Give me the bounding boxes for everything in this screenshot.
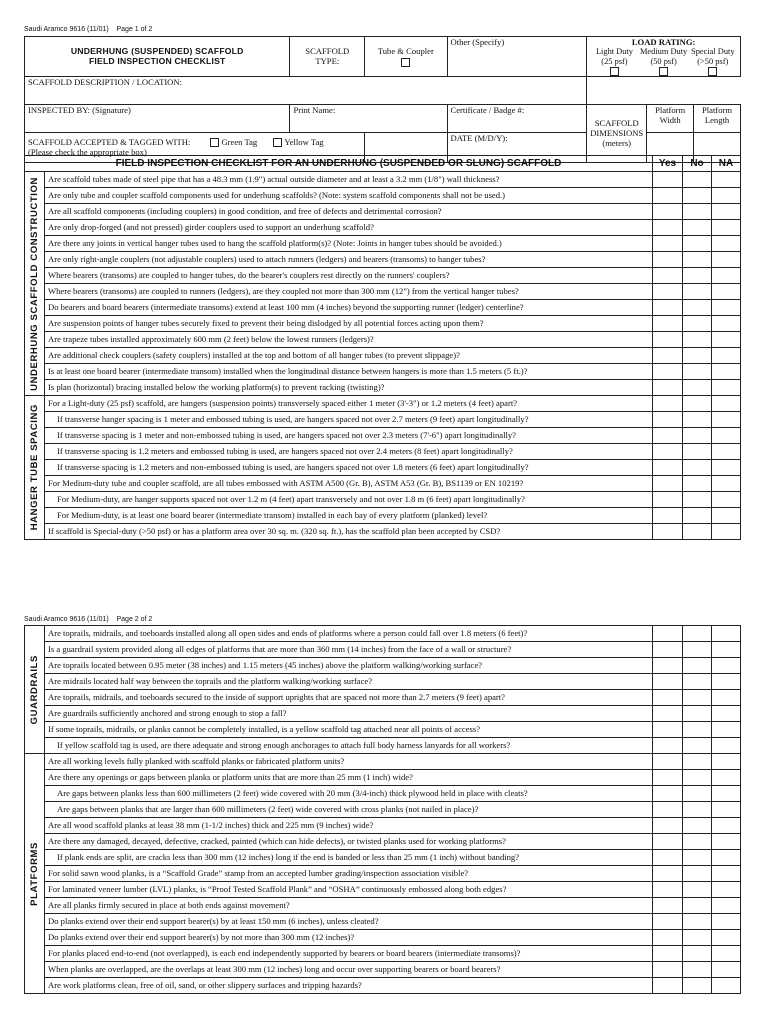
answer-no-cell[interactable] <box>683 722 712 738</box>
question-row <box>25 188 741 204</box>
answer-no-cell[interactable] <box>683 642 712 658</box>
answer-na-cell[interactable] <box>712 722 741 738</box>
scaffold-dimensions-label: SCAFFOLD DIMENSIONS (meters) <box>587 104 647 162</box>
answer-no-cell[interactable] <box>683 658 712 674</box>
answer-na-cell[interactable] <box>712 172 741 188</box>
answer-no-cell[interactable] <box>683 770 712 786</box>
answer-na-cell[interactable] <box>712 834 741 850</box>
answer-na-cell[interactable] <box>712 738 741 754</box>
question-text: If scaffold is Special-duty (>50 psf) or has a platform area over 30 sq. m. (320 sq. ft.), has the scaffold plan been accepted by CSD? <box>45 524 653 540</box>
question-text: Is a guardrail system provided along all edges of platforms that are more than 360 mm (14 inches) from the face of a wall or structure? <box>45 642 653 658</box>
page-label: Page 2 of 2 <box>116 616 153 623</box>
answer-na-cell[interactable] <box>712 236 741 252</box>
question-row <box>25 412 741 428</box>
answer-yes-cell[interactable] <box>653 252 683 268</box>
question-text: Where bearers (transoms) are coupled to runners (ledgers), are they coupled not more than 300 mm (12") from the vertical hanger tubes? <box>45 284 653 300</box>
answer-yes-cell[interactable] <box>653 626 683 642</box>
answer-yes-cell[interactable] <box>653 508 683 524</box>
answer-na-cell[interactable] <box>712 316 741 332</box>
green-tag-option[interactable]: Green Tag <box>208 137 257 147</box>
question-text: Are toprails, midrails, and toeboards installed along all open sides and ends of platforms where a person could fall over 1.8 meters (6 feet)? <box>45 626 653 642</box>
question-row <box>25 348 741 364</box>
question-row <box>25 508 741 524</box>
accepted-tagged-with: SCAFFOLD ACCEPTED & TAGGED WITH: Green Tag Yellow Tag (Please check the appropriate box) <box>25 132 365 162</box>
light-duty-checkbox[interactable] <box>610 67 619 76</box>
answer-no-cell[interactable] <box>683 690 712 706</box>
question-text: Are only tube and coupler scaffold components used for underhung scaffolds? (Note: system scaffold components shall not be used.) <box>45 188 653 204</box>
question-row <box>25 658 741 674</box>
yellow-tag-option[interactable]: Yellow Tag <box>271 137 323 147</box>
answer-na-cell[interactable] <box>712 476 741 492</box>
section-label-text: UNDERHUNG SCAFFOLD CONSTRUCTION <box>29 176 40 391</box>
question-text: Where bearers (transoms) are coupled to hanger tubes, do the bearer's couplers rest directly on the runners' couplers? <box>45 268 653 284</box>
section-label-text: PLATFORMS <box>29 841 40 906</box>
answer-yes-cell[interactable] <box>653 866 683 882</box>
question-text: Are only right-angle couplers (not adjustable couplers) used to attach runners (ledgers) and bearers (transoms) to hanger tubes? <box>45 252 653 268</box>
answer-yes-cell[interactable] <box>653 364 683 380</box>
other-specify-field[interactable]: Other (Specify) <box>447 37 587 77</box>
answer-na-cell[interactable] <box>712 412 741 428</box>
answer-no-cell[interactable] <box>683 738 712 754</box>
question-row <box>25 460 741 476</box>
medium-duty-option[interactable]: Medium Duty (50 psf) <box>639 47 687 76</box>
question-text: Are there any damaged, decayed, defective, cracked, painted (which can hide defects), or twisted planks used for working platforms? <box>45 834 653 850</box>
checklist-title: FIELD INSPECTION CHECKLIST FOR AN UNDERHUNG (SUSPENDED OR SLUNG) SCAFFOLD <box>25 156 653 172</box>
question-text: If transverse spacing is 1.2 meters and embossed tubing is used, are hangers spaced not over 2.4 meters (8 feet) apart longitudinally? <box>45 444 653 460</box>
answer-no-cell[interactable] <box>683 220 712 236</box>
checklist-table-page2 <box>24 625 741 994</box>
question-text: Do planks extend over their end support bearer(s) by not more than 300 mm (12 inches)? <box>45 930 653 946</box>
green-tag-checkbox[interactable] <box>210 138 219 147</box>
answer-yes-cell[interactable] <box>653 834 683 850</box>
answer-yes-cell[interactable] <box>653 380 683 396</box>
question-row <box>25 364 741 380</box>
answer-na-cell[interactable] <box>712 978 741 994</box>
print-name-field[interactable]: Print Name: <box>290 104 447 132</box>
question-row <box>25 962 741 978</box>
answer-na-cell[interactable] <box>712 674 741 690</box>
question-text: If transverse spacing is 1 meter and non-embossed tubing is used, are hangers spaced not over 2.3 meters (7'-6") apart longitudinally? <box>45 428 653 444</box>
form-number: Saudi Aramco 9616 (11/01) <box>24 26 109 33</box>
question-row <box>25 284 741 300</box>
answer-yes-cell[interactable] <box>653 332 683 348</box>
answer-na-cell[interactable] <box>712 524 741 540</box>
question-row <box>25 380 741 396</box>
answer-yes-cell[interactable] <box>653 962 683 978</box>
answer-yes-cell[interactable] <box>653 412 683 428</box>
platform-length-label: Platform Length <box>694 104 741 132</box>
question-text: For planks placed end-to-end (not overlapped), is each end independently supported by bearers or board bearers (intermediate transoms)? <box>45 946 653 962</box>
answer-yes-cell[interactable] <box>653 738 683 754</box>
answer-na-cell[interactable] <box>712 818 741 834</box>
question-text: Are all working levels fully planked with scaffold planks or fabricated platform units? <box>45 754 653 770</box>
question-text: When planks are overlapped, are the overlaps at least 300 mm (12 inches) long and occur over supporting bearers or board bearers? <box>45 962 653 978</box>
answer-yes-cell[interactable] <box>653 882 683 898</box>
answer-no-cell[interactable] <box>683 332 712 348</box>
col-yes-header: Yes <box>653 156 683 172</box>
answer-no-cell[interactable] <box>683 508 712 524</box>
answer-no-cell[interactable] <box>683 476 712 492</box>
answer-no-cell[interactable] <box>683 236 712 252</box>
question-row <box>25 770 741 786</box>
load-rating: LOAD RATING: Light Duty (25 psf) Medium Duty (50 psf) Special Duty (>50 psf) <box>587 37 741 77</box>
answer-na-cell[interactable] <box>712 204 741 220</box>
answer-na-cell[interactable] <box>712 626 741 642</box>
answer-yes-cell[interactable] <box>653 172 683 188</box>
question-text: If yellow scaffold tag is used, are there adequate and strong enough anchorages to attach full body harness lanyards for all workers? <box>45 738 653 754</box>
answer-na-cell[interactable] <box>712 380 741 396</box>
question-row <box>25 850 741 866</box>
answer-no-cell[interactable] <box>683 428 712 444</box>
question-row <box>25 706 741 722</box>
answer-yes-cell[interactable] <box>653 978 683 994</box>
answer-no-cell[interactable] <box>683 380 712 396</box>
question-text: If transverse spacing is 1.2 meters and non-embossed tubing is used, are hangers spaced not over 1.8 meters (6 feet) apart longitudinally? <box>45 460 653 476</box>
answer-yes-cell[interactable] <box>653 476 683 492</box>
answer-no-cell[interactable] <box>683 834 712 850</box>
question-text: If some toprails, midrails, or planks cannot be completely installed, is a yellow scaffold tag attached near all points of access? <box>45 722 653 738</box>
col-na-header: NA <box>712 156 741 172</box>
answer-na-cell[interactable] <box>712 252 741 268</box>
answer-no-cell[interactable] <box>683 754 712 770</box>
answer-yes-cell[interactable] <box>653 690 683 706</box>
answer-na-cell[interactable] <box>712 428 741 444</box>
question-row <box>25 444 741 460</box>
question-text: Are midrails located half way between the toprails and the platform walking/working surface? <box>45 674 653 690</box>
answer-na-cell[interactable] <box>712 188 741 204</box>
answer-na-cell[interactable] <box>712 946 741 962</box>
answer-na-cell[interactable] <box>712 706 741 722</box>
question-text: Are suspension points of hanger tubes securely fixed to prevent their being dislodged by all potential forces acting upon them? <box>45 316 653 332</box>
question-row <box>25 898 741 914</box>
answer-yes-cell[interactable] <box>653 706 683 722</box>
section-label <box>25 396 45 540</box>
question-row <box>25 946 741 962</box>
answer-no-cell[interactable] <box>683 524 712 540</box>
question-text: Are guardrails sufficiently anchored and strong enough to stop a fall? <box>45 706 653 722</box>
answer-yes-cell[interactable] <box>653 898 683 914</box>
answer-na-cell[interactable] <box>712 786 741 802</box>
question-row <box>25 204 741 220</box>
question-text: Are there any joints in vertical hanger tubes used to hang the scaffold platform(s)? (Note: Joints in hanger tubes should be avoided.) <box>45 236 653 252</box>
answer-yes-cell[interactable] <box>653 802 683 818</box>
question-row <box>25 492 741 508</box>
question-row <box>25 252 741 268</box>
answer-na-cell[interactable] <box>712 300 741 316</box>
special-duty-option[interactable]: Special Duty (>50 psf) <box>689 47 737 76</box>
question-row <box>25 834 741 850</box>
answer-no-cell[interactable] <box>683 946 712 962</box>
answer-no-cell[interactable] <box>683 172 712 188</box>
question-text: Are toprails located between 0.95 meter (38 inches) and 1.15 meters (45 inches) above the platform walking/working surface? <box>45 658 653 674</box>
question-row <box>25 722 741 738</box>
question-text: If transverse hanger spacing is 1 meter and embossed tubing is used, are hangers spaced not over 2.7 meters (9 feet) apart longitudinally? <box>45 412 653 428</box>
answer-na-cell[interactable] <box>712 658 741 674</box>
question-text: Are all wood scaffold planks at least 38 mm (1-1/2 inches) thick and 225 mm (9 inches) wide? <box>45 818 653 834</box>
answer-yes-cell[interactable] <box>653 316 683 332</box>
special-duty-checkbox[interactable] <box>708 67 717 76</box>
question-row <box>25 476 741 492</box>
description-location-field[interactable]: SCAFFOLD DESCRIPTION / LOCATION: <box>25 76 587 104</box>
checklist-table-page1 <box>24 155 741 540</box>
section-label-text: GUARDRAILS <box>29 654 40 725</box>
answer-yes-cell[interactable] <box>653 204 683 220</box>
answer-na-cell[interactable] <box>712 492 741 508</box>
question-row <box>25 786 741 802</box>
answer-yes-cell[interactable] <box>653 722 683 738</box>
answer-no-cell[interactable] <box>683 364 712 380</box>
date-field[interactable]: DATE (M/D/Y): <box>447 132 587 162</box>
answer-no-cell[interactable] <box>683 866 712 882</box>
question-text: Do planks extend over their end support bearer(s) by at least 150 mm (6 inches), unless cleated? <box>45 914 653 930</box>
answer-yes-cell[interactable] <box>653 236 683 252</box>
section-construction <box>25 172 741 396</box>
answer-yes-cell[interactable] <box>653 642 683 658</box>
question-text: Are all planks firmly secured in place at both ends against movement? <box>45 898 653 914</box>
answer-no-cell[interactable] <box>683 882 712 898</box>
scaffold-type-label: SCAFFOLD TYPE: <box>290 37 365 77</box>
answer-no-cell[interactable] <box>683 818 712 834</box>
form-title: UNDERHUNG (SUSPENDED) SCAFFOLD FIELD INSPECTION CHECKLIST <box>25 37 290 77</box>
answer-no-cell[interactable] <box>683 962 712 978</box>
answer-na-cell[interactable] <box>712 754 741 770</box>
question-row <box>25 316 741 332</box>
answer-no-cell[interactable] <box>683 460 712 476</box>
answer-no-cell[interactable] <box>683 284 712 300</box>
answer-no-cell[interactable] <box>683 188 712 204</box>
answer-na-cell[interactable] <box>712 850 741 866</box>
question-text: Are gaps between planks that are larger than 600 millimeters (2 feet) wide covered with cross planks (not nailed in place)? <box>45 802 653 818</box>
answer-yes-cell[interactable] <box>653 914 683 930</box>
answer-yes-cell[interactable] <box>653 930 683 946</box>
answer-na-cell[interactable] <box>712 642 741 658</box>
answer-no-cell[interactable] <box>683 444 712 460</box>
answer-yes-cell[interactable] <box>653 850 683 866</box>
answer-na-cell[interactable] <box>712 770 741 786</box>
question-row <box>25 428 741 444</box>
answer-no-cell[interactable] <box>683 268 712 284</box>
answer-no-cell[interactable] <box>683 914 712 930</box>
form-reference-p1 <box>24 26 152 33</box>
answer-yes-cell[interactable] <box>653 658 683 674</box>
yellow-tag-checkbox[interactable] <box>273 138 282 147</box>
form-number: Saudi Aramco 9616 (11/01) <box>24 616 109 623</box>
question-row <box>25 524 741 540</box>
question-row <box>25 300 741 316</box>
question-row <box>25 930 741 946</box>
answer-na-cell[interactable] <box>712 284 741 300</box>
answer-yes-cell[interactable] <box>653 300 683 316</box>
answer-no-cell[interactable] <box>683 930 712 946</box>
answer-na-cell[interactable] <box>712 898 741 914</box>
question-text: Are scaffold tubes made of steel pipe that has a 48.3 mm (1.9") actual outside diameter and at least a 3.2 mm (1/8") wall thickness? <box>45 172 653 188</box>
question-text: Are all scaffold components (including couplers) in good condition, and free of defects and detrimental corrosion? <box>45 204 653 220</box>
question-text: Are toprails, midrails, and toeboards secured to the inside of support uprights that are spaced not more than 2.7 meters (9 feet) apart? <box>45 690 653 706</box>
answer-yes-cell[interactable] <box>653 818 683 834</box>
question-row <box>25 866 741 882</box>
answer-yes-cell[interactable] <box>653 220 683 236</box>
question-row <box>25 220 741 236</box>
light-duty-option[interactable]: Light Duty (25 psf) <box>590 47 638 76</box>
section-label <box>25 172 45 396</box>
answer-yes-cell[interactable] <box>653 348 683 364</box>
answer-yes-cell[interactable] <box>653 946 683 962</box>
answer-na-cell[interactable] <box>712 508 741 524</box>
answer-na-cell[interactable] <box>712 962 741 978</box>
section-label-text: HANGER TUBE SPACING <box>29 404 40 531</box>
answer-yes-cell[interactable] <box>653 188 683 204</box>
question-text: Are gaps between planks less than 600 millimeters (2 feet) wide covered with 20 mm (3/4-inch) thick plywood held in place with cleats? <box>45 786 653 802</box>
answer-yes-cell[interactable] <box>653 524 683 540</box>
answer-no-cell[interactable] <box>683 978 712 994</box>
question-text: If plank ends are split, are cracks less than 300 mm (12 inches) long if the end is banded or less than 25 mm (1 inch) without banding? <box>45 850 653 866</box>
answer-yes-cell[interactable] <box>653 284 683 300</box>
question-row <box>25 332 741 348</box>
answer-yes-cell[interactable] <box>653 754 683 770</box>
answer-no-cell[interactable] <box>683 396 712 412</box>
question-text: Do bearers and board bearers (intermediate transoms) extend at least 100 mm (4 inches) beyond the supporting runner (ledger) centerline? <box>45 300 653 316</box>
answer-na-cell[interactable] <box>712 220 741 236</box>
answer-yes-cell[interactable] <box>653 428 683 444</box>
question-row <box>25 396 741 412</box>
question-text: For Medium-duty tube and coupler scaffold, are all tubes embossed with ASTM A500 (Gr. B), ASTM A53 (Gr. B), BS1139 or EN 10219? <box>45 476 653 492</box>
answer-na-cell[interactable] <box>712 396 741 412</box>
answer-no-cell[interactable] <box>683 706 712 722</box>
question-text: Is at least one board bearer (intermediate transom) installed when the longitudinal distance between hangers is more than 1.5 meters (5 ft.)? <box>45 364 653 380</box>
question-row <box>25 690 741 706</box>
answer-yes-cell[interactable] <box>653 268 683 284</box>
answer-no-cell[interactable] <box>683 300 712 316</box>
answer-no-cell[interactable] <box>683 674 712 690</box>
question-row <box>25 914 741 930</box>
answer-yes-cell[interactable] <box>653 786 683 802</box>
question-row <box>25 818 741 834</box>
question-row <box>25 236 741 252</box>
question-text: For a Light-duty (25 psf) scaffold, are hangers (suspension points) transversely spaced either 1 meter (3'-3") or 1.2 meters (4 feet) apart? <box>45 396 653 412</box>
answer-yes-cell[interactable] <box>653 460 683 476</box>
answer-na-cell[interactable] <box>712 444 741 460</box>
answer-na-cell[interactable] <box>712 348 741 364</box>
answer-yes-cell[interactable] <box>653 444 683 460</box>
platform-width-label: Platform Width <box>647 104 694 132</box>
question-row <box>25 882 741 898</box>
question-text: Are there any openings or gaps between planks or platform units that are more than 25 mm (1 inch) wide? <box>45 770 653 786</box>
answer-no-cell[interactable] <box>683 204 712 220</box>
col-no-header: No <box>683 156 712 172</box>
answer-yes-cell[interactable] <box>653 396 683 412</box>
answer-yes-cell[interactable] <box>653 770 683 786</box>
answer-na-cell[interactable] <box>712 930 741 946</box>
answer-yes-cell[interactable] <box>653 674 683 690</box>
question-text: Are work platforms clean, free of oil, sand, or other slippery surfaces and tripping hazards? <box>45 978 653 994</box>
answer-no-cell[interactable] <box>683 898 712 914</box>
question-text: Are additional check couplers (safety couplers) installed at the top and bottom of all hanger tubes (to prevent slippage)? <box>45 348 653 364</box>
question-row <box>25 738 741 754</box>
question-row <box>25 626 741 642</box>
section-label <box>25 626 45 754</box>
section-label <box>25 754 45 994</box>
inspected-by-field[interactable]: INSPECTED BY: (Signature) <box>25 104 290 132</box>
answer-na-cell[interactable] <box>712 882 741 898</box>
answer-na-cell[interactable] <box>712 690 741 706</box>
answer-no-cell[interactable] <box>683 316 712 332</box>
header-table <box>24 36 741 163</box>
answer-no-cell[interactable] <box>683 492 712 508</box>
answer-na-cell[interactable] <box>712 332 741 348</box>
answer-na-cell[interactable] <box>712 364 741 380</box>
question-row <box>25 172 741 188</box>
question-text: Are only drop-forged (and not pressed) girder couplers used to support an underhung scaffold? <box>45 220 653 236</box>
question-text: Is plan (horizontal) bracing installed below the working platform(s) to prevent racking (twisting)? <box>45 380 653 396</box>
tube-coupler-checkbox[interactable] <box>401 58 410 67</box>
answer-no-cell[interactable] <box>683 802 712 818</box>
medium-duty-checkbox[interactable] <box>659 67 668 76</box>
answer-na-cell[interactable] <box>712 802 741 818</box>
question-row <box>25 754 741 770</box>
answer-yes-cell[interactable] <box>653 492 683 508</box>
certificate-badge-field[interactable]: Certificate / Badge #: <box>447 104 587 132</box>
form-reference-p2 <box>24 616 152 623</box>
answer-na-cell[interactable] <box>712 268 741 284</box>
question-text: For solid sawn wood planks, is a “Scaffold Grade” stamp from an accepted lumber grading/inspection association visible? <box>45 866 653 882</box>
question-row <box>25 674 741 690</box>
question-text: Are trapeze tubes installed approximately 600 mm (2 feet) below the lowest runners (ledgers)? <box>45 332 653 348</box>
section-guardrails <box>25 626 741 754</box>
question-row <box>25 978 741 994</box>
section-hanger-spacing <box>25 396 741 540</box>
page-label: Page 1 of 2 <box>116 26 153 33</box>
tube-coupler-option[interactable]: Tube & Coupler <box>365 37 447 77</box>
answer-no-cell[interactable] <box>683 850 712 866</box>
answer-no-cell[interactable] <box>683 626 712 642</box>
answer-no-cell[interactable] <box>683 412 712 428</box>
answer-no-cell[interactable] <box>683 252 712 268</box>
question-row <box>25 802 741 818</box>
answer-na-cell[interactable] <box>712 914 741 930</box>
question-row <box>25 268 741 284</box>
answer-na-cell[interactable] <box>712 866 741 882</box>
question-row <box>25 642 741 658</box>
answer-no-cell[interactable] <box>683 786 712 802</box>
question-text: For Medium-duty, are hanger supports spaced not over 1.2 m (4 feet) apart transversely and not over 1.8 m (6 feet) apart longitudinally? <box>45 492 653 508</box>
answer-na-cell[interactable] <box>712 460 741 476</box>
section-platforms <box>25 754 741 994</box>
question-text: For laminated veneer lumber (LVL) planks, is “Proof Tested Scaffold Plank” and “OSHA” continuously embossed along both edges? <box>45 882 653 898</box>
answer-no-cell[interactable] <box>683 348 712 364</box>
question-text: For Medium-duty, is at least one board bearer (intermediate transom) installed in each bay of every platform (planked) level? <box>45 508 653 524</box>
